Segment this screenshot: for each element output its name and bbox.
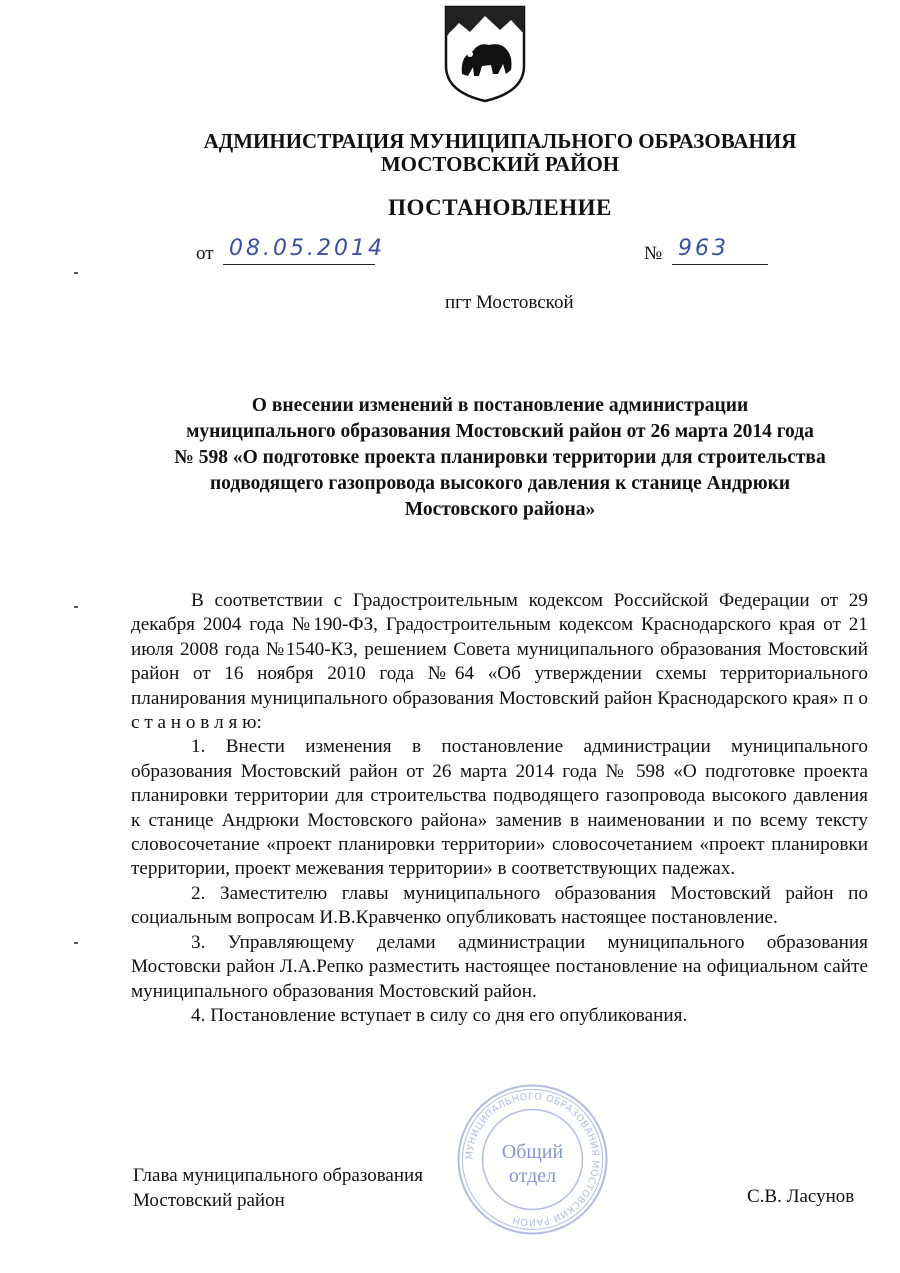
resolution-item-2: 2. Заместителю главы муниципального образования Мостовский район по социальным вопросам И.В.Кравченко опубликовать настоящее постановление. xyxy=(131,882,868,929)
resolution-item-1: 1. Внести изменения в постановление администрации муниципального образования Мостовский район от 26 марта 2014 года № 598 «О подготовке проекта планировки территории для строительства подводящего газопровода высокого давления к станице Андрюки Мостовского района» заменив в наименовании и по всему тексту словосочетание «проект планировки территории» словосочетанием «проект планировки территории, проект межевания территории» в соответствующих падежах. xyxy=(131,736,868,880)
stamp-center-text xyxy=(485,1140,580,1188)
organization-line-1: АДМИНИСТРАЦИЯ МУНИЦИПАЛЬНОГО ОБРАЗОВАНИЯ xyxy=(203,129,797,153)
coat-of-arms-icon xyxy=(443,4,527,104)
subject-line: О внесении изменений в постановление администрации xyxy=(251,395,749,416)
document-subject xyxy=(120,393,880,523)
preamble-paragraph: В соответствии с Градостроительным кодексом Российской Федерации от 29 декабря 2004 года №190-ФЗ, Градостроительным кодексом Краснодарского края от 21 июля 2008 года №1540-КЗ, решением Совета муниципального образования Мостовский район от 16 ноября 2010 года №64 «Об утверждении схемы территориального планирования муниципального образования Мостовский район Краснодарского края» п о с т а н о в л я ю: xyxy=(131,590,868,734)
organization-line-2: МОСТОВСКИЙ РАЙОН xyxy=(380,152,620,176)
date-label: от xyxy=(196,243,214,264)
stamp-line-1: Общий xyxy=(501,1141,564,1163)
scan-mark xyxy=(74,272,78,274)
document-type: ПОСТАНОВЛЕНИЕ xyxy=(388,195,612,220)
stamp-ring-text: МУНИЦИПАЛЬНОГО ОБРАЗОВАНИЯ МОСТОВСКИЙ РАЙОН xyxy=(464,1091,601,1228)
number-label: № xyxy=(644,243,663,264)
signatory-title-line-1: Глава муниципального образования xyxy=(133,1165,423,1186)
date-field xyxy=(223,236,385,265)
date-value: 08.05.2014 xyxy=(229,236,385,261)
signatory-name: С.В. Ласунов xyxy=(747,1186,855,1207)
subject-line: муниципального образования Мостовский район от 26 марта 2014 года xyxy=(186,421,814,442)
subject-line: подводящего газопровода высокого давления к станице Андрюки xyxy=(209,473,791,494)
number-value: 963 xyxy=(678,236,729,261)
signatory-title xyxy=(133,1163,423,1213)
stamp-line-2: отдел xyxy=(508,1165,557,1187)
resolution-item-4: 4. Постановление вступает в силу со дня его опубликования. xyxy=(191,1004,688,1026)
number-field xyxy=(672,236,768,265)
document-body xyxy=(131,589,868,1028)
place-of-issue: пгт Мостовской xyxy=(445,292,574,313)
resolution-item-3: 3. Управляющему делами администрации муниципального образования Мостовски район Л.А.Репко разместить настоящее постановление на официальном сайте муниципального образования Мостовский район. xyxy=(131,931,868,1002)
subject-line: № 598 «О подготовке проекта планировки территории для строительства xyxy=(174,447,826,468)
signatory-title-line-2: Мостовский район xyxy=(133,1190,285,1211)
scan-mark xyxy=(74,942,78,944)
scan-mark xyxy=(74,606,78,608)
subject-line: Мостовского района» xyxy=(404,499,596,520)
organization-name xyxy=(0,130,900,176)
